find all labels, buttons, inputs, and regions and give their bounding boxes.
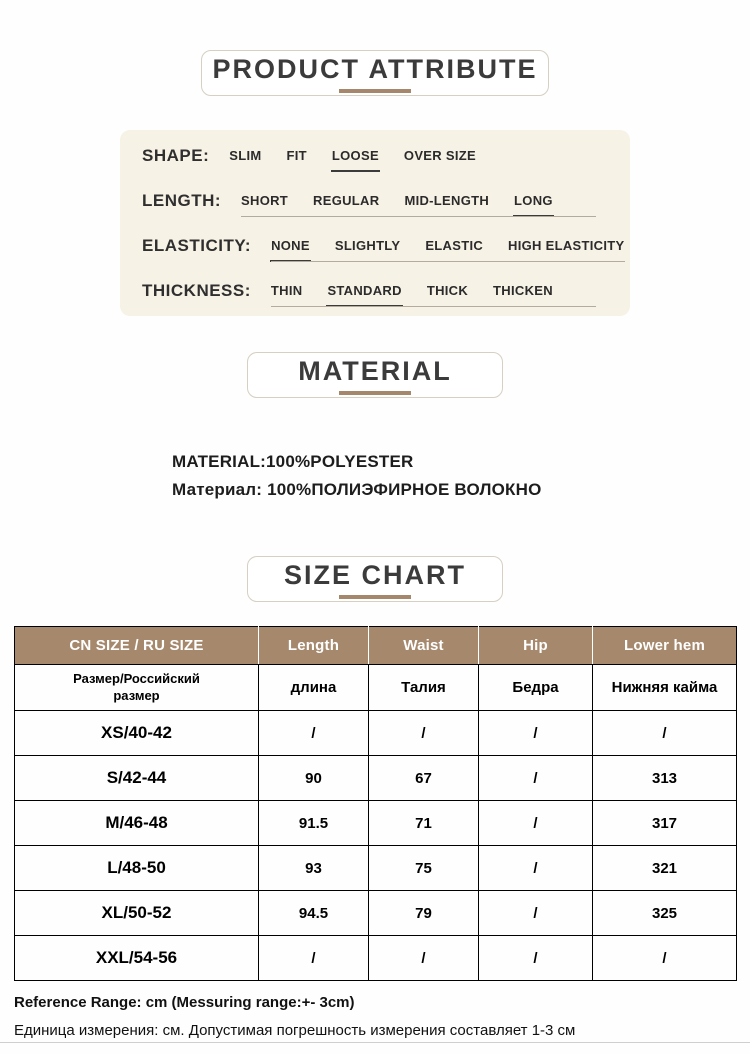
attribute-options: [271, 238, 624, 253]
title-accent-bar: [339, 89, 411, 93]
col-header-hip-en: Hip: [479, 627, 593, 665]
value-cell: 321: [593, 846, 737, 891]
attribute-option-selected: LONG: [514, 193, 553, 208]
col-header-size-en: CN SIZE / RU SIZE: [15, 627, 259, 665]
value-cell: /: [593, 711, 737, 756]
attribute-option: THIN: [270, 283, 303, 298]
attribute-option: HIGH ELASTICITY: [508, 238, 625, 253]
product-attribute-title-box: [201, 50, 549, 96]
attribute-option: SLIGHTLY: [334, 238, 401, 253]
size-chart-title-box: [247, 556, 503, 602]
value-cell: /: [479, 846, 593, 891]
size-cell: XL/50-52: [15, 891, 259, 936]
attribute-options: [241, 193, 596, 208]
value-cell: /: [479, 891, 593, 936]
value-cell: /: [369, 711, 479, 756]
size-chart-table: [14, 626, 737, 981]
notes: [14, 993, 750, 1040]
attribute-row-elasticity: [142, 223, 625, 268]
size-cell: XS/40-42: [15, 711, 259, 756]
attribute-label: THICKNESS:: [142, 280, 251, 300]
value-cell: 325: [593, 891, 737, 936]
attribute-label: ELASTICITY:: [142, 235, 252, 255]
table-header-row-ru: [15, 665, 737, 711]
attribute-row-thickness: [142, 268, 608, 313]
value-cell: 79: [369, 891, 479, 936]
note-measurement-ru: Единица измерения: см. Допустимая погрешность измерения составляет 1-3 см: [14, 1022, 576, 1039]
title-accent-bar: [339, 391, 411, 395]
value-cell: /: [593, 936, 737, 981]
col-header-lowerhem-ru: Нижняя кайма: [593, 665, 737, 711]
table-row: [15, 891, 737, 936]
attribute-option: MID-LENGTH: [404, 193, 490, 208]
value-cell: 313: [593, 756, 737, 801]
attribute-options: [229, 148, 596, 163]
attribute-option: REGULAR: [313, 193, 380, 208]
size-chart-title: SIZE CHART: [284, 560, 466, 590]
value-cell: 90: [259, 756, 369, 801]
attribute-row-shape: [142, 133, 608, 178]
attribute-label: SHAPE:: [142, 145, 210, 165]
attribute-option: THICK: [426, 283, 469, 298]
attribute-option: SLIM: [229, 148, 262, 163]
attribute-label: LENGTH:: [142, 190, 222, 210]
attribute-option: SHORT: [241, 193, 289, 208]
value-cell: /: [259, 711, 369, 756]
value-cell: 93: [259, 846, 369, 891]
col-header-size-ru-line2: размер: [113, 687, 160, 703]
table-row: [15, 936, 737, 981]
value-cell: 71: [369, 801, 479, 846]
attribute-option-selected: NONE: [271, 238, 310, 253]
size-cell: S/42-44: [15, 756, 259, 801]
col-header-lowerhem-en: Lower hem: [593, 627, 737, 665]
table-header-row-en: [15, 627, 737, 665]
attribute-options: [271, 283, 596, 298]
col-header-length-en: Length: [259, 627, 369, 665]
attribute-row-length: [142, 178, 608, 223]
note-reference-range: Reference Range: cm (Messuring range:+- 3cm): [14, 994, 355, 1011]
bottom-divider: [0, 1042, 750, 1043]
value-cell: /: [479, 801, 593, 846]
value-cell: 91.5: [259, 801, 369, 846]
value-cell: 67: [369, 756, 479, 801]
attribute-option: ELASTIC: [425, 238, 484, 253]
value-cell: /: [479, 711, 593, 756]
material-line-ru: Материал: 100%ПОЛИЭФИРНОЕ ВОЛОКНО: [172, 480, 542, 499]
col-header-hip-ru: Бедра: [479, 665, 593, 711]
attribute-panel: [120, 130, 630, 316]
attribute-option-selected: LOOSE: [331, 148, 379, 163]
material-line-en: MATERIAL:100%POLYESTER: [172, 452, 414, 471]
value-cell: 75: [369, 846, 479, 891]
attribute-option: FIT: [286, 148, 307, 163]
title-accent-bar: [339, 595, 411, 599]
size-cell: XXL/54-56: [15, 936, 259, 981]
table-row: [15, 801, 737, 846]
col-header-length-ru: длина: [259, 665, 369, 711]
value-cell: /: [479, 756, 593, 801]
value-cell: 94.5: [259, 891, 369, 936]
value-cell: /: [369, 936, 479, 981]
material-title: MATERIAL: [298, 356, 452, 386]
col-header-waist-en: Waist: [369, 627, 479, 665]
size-cell: L/48-50: [15, 846, 259, 891]
col-header-waist-ru: Талия: [369, 665, 479, 711]
table-row: [15, 846, 737, 891]
product-attribute-title: PRODUCT ATTRIBUTE: [212, 54, 538, 84]
table-row: [15, 756, 737, 801]
material-title-box: [247, 352, 503, 398]
attribute-option: OVER SIZE: [403, 148, 476, 163]
value-cell: /: [259, 936, 369, 981]
attribute-option: THICKEN: [493, 283, 553, 298]
attribute-option-selected: STANDARD: [327, 283, 402, 298]
table-row: [15, 711, 737, 756]
col-header-size-ru-line1: Размер/Российский: [73, 671, 200, 687]
value-cell: /: [479, 936, 593, 981]
size-cell: M/46-48: [15, 801, 259, 846]
col-header-size-ru: [15, 665, 259, 711]
value-cell: 317: [593, 801, 737, 846]
material-info: [172, 448, 750, 504]
